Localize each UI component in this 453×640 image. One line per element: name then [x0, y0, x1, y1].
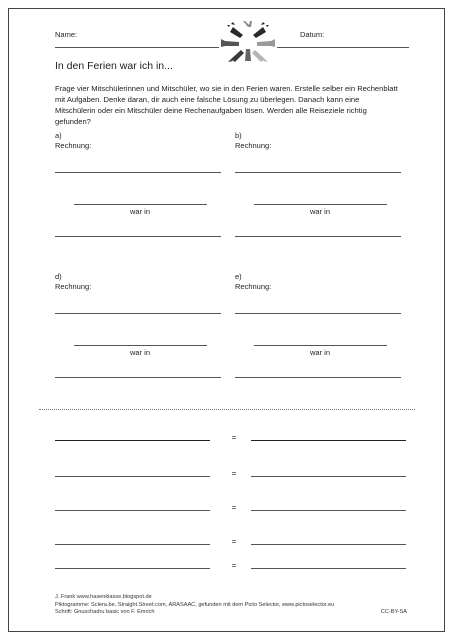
equals-sign: =: [231, 561, 237, 570]
dotted-separator: [39, 409, 415, 410]
footer-font: Schrift: Gnuschadru basic von F. Emrich: [55, 609, 155, 615]
instructions-text: Frage vier Mitschülerinnen und Mitschüler, wo sie in den Ferien waren. Erstelle selber ein Rechenblatt mit Aufgaben. Denke daran, dir auch eine falsche Lösung zu überlegen. Danach kann eine Mitschülerin oder ein Mitschüler deine Rechenaufgaben lösen. Werden alle Reiseziele richtig gefunden?: [55, 84, 398, 126]
task-rechnung-label: Rechnung:: [55, 141, 92, 150]
answer-line: [254, 204, 387, 205]
equation-right-line: [251, 476, 406, 477]
equation-row: [55, 537, 415, 549]
task-a: [55, 131, 235, 241]
equals-sign: =: [231, 433, 237, 442]
war-in-label: war in: [129, 207, 150, 216]
name-line: [55, 47, 219, 48]
equation-right-line: [251, 440, 406, 441]
equation-left-line: [55, 544, 210, 545]
date-label: Datum:: [300, 30, 325, 39]
calculation-line: [235, 313, 401, 314]
footer-pictograms: Piktogramme: Sclera.be, Straight.Street.com, ARASAAC, gefunden mit dem Picto Selector, www.pictoselector.eu: [55, 601, 335, 608]
task-letter: d): [55, 272, 62, 281]
equation-row: [55, 503, 415, 515]
equation-left-line: [55, 568, 210, 569]
equation-right-line: [251, 568, 406, 569]
equation-right-line: [251, 510, 406, 511]
task-letter: a): [55, 131, 62, 140]
date-line: [277, 47, 409, 48]
task-rechnung-label: Rechnung:: [235, 141, 272, 150]
footer-font-row: [55, 609, 415, 617]
task-rechnung-label: Rechnung:: [235, 282, 272, 291]
calculation-line: [55, 313, 221, 314]
task-rechnung-label: Rechnung:: [55, 282, 92, 291]
destination-line: [55, 377, 221, 378]
worksheet-title: In den Ferien war ich in...: [55, 60, 173, 72]
equals-sign: =: [231, 503, 237, 512]
answer-line: [74, 204, 207, 205]
equals-sign: =: [231, 469, 237, 478]
answer-line: [254, 345, 387, 346]
task-e: [235, 272, 415, 382]
war-in-label: war in: [309, 348, 330, 357]
worksheet-page: [8, 8, 445, 632]
war-in-label: war in: [309, 207, 330, 216]
hands-circle-icon: [219, 21, 277, 63]
destination-line: [55, 236, 221, 237]
equation-row: [55, 561, 415, 573]
equals-sign: =: [231, 537, 237, 546]
task-d: [55, 272, 235, 382]
destination-line: [235, 236, 401, 237]
destination-line: [235, 377, 401, 378]
equation-row: [55, 469, 415, 481]
task-b: [235, 131, 415, 241]
war-in-label: war in: [129, 348, 150, 357]
equation-right-line: [251, 544, 406, 545]
task-letter: e): [235, 272, 242, 281]
calculation-line: [55, 172, 221, 173]
footer-license: CC-BY-SA: [380, 609, 407, 615]
equation-left-line: [55, 510, 210, 511]
answer-line: [74, 345, 207, 346]
footer: [55, 594, 415, 617]
equation-left-line: [55, 476, 210, 477]
footer-author: J. Frank www.hasenklasse.blogspot.de: [55, 594, 152, 600]
equation-left-line: [55, 440, 210, 441]
calculation-line: [235, 172, 401, 173]
name-label: Name:: [55, 30, 78, 39]
equation-row: [55, 433, 415, 445]
task-letter: b): [235, 131, 242, 140]
